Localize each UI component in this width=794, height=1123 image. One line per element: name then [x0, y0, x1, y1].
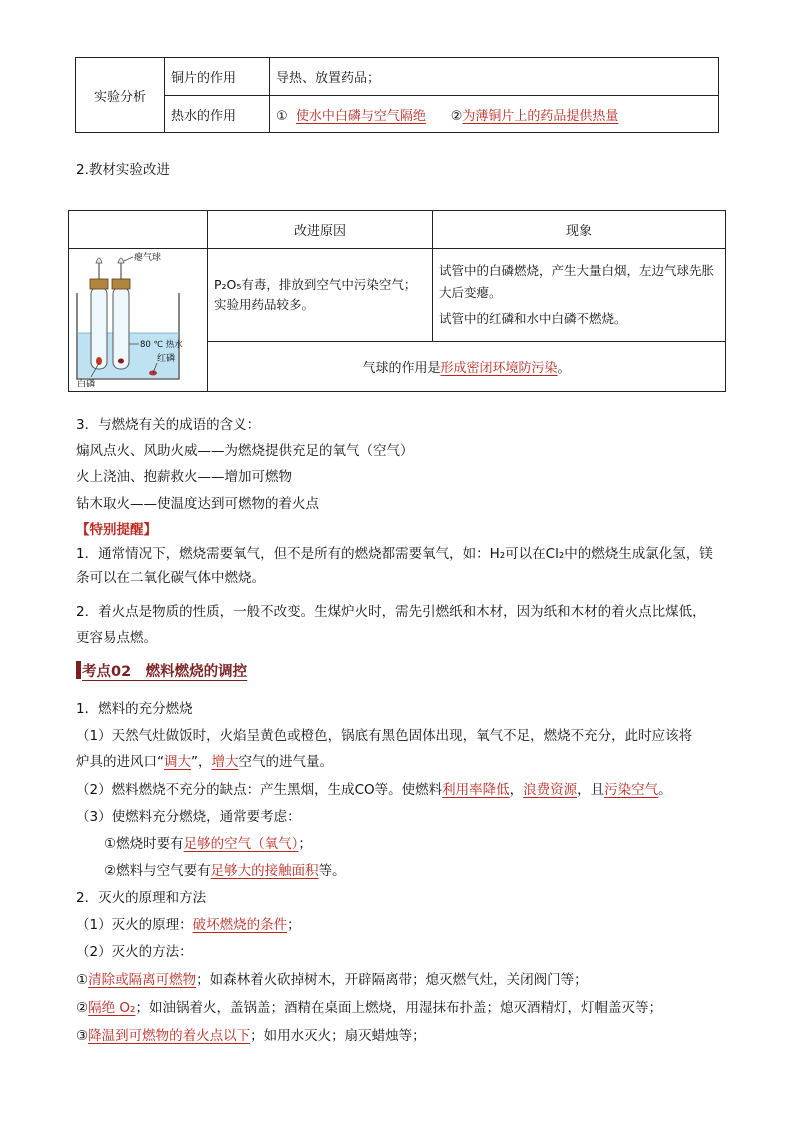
answer-text: 增大: [211, 754, 239, 770]
answer-text: 足够的空气（氧气）: [183, 836, 299, 852]
experiment-analysis-table: [75, 57, 719, 133]
fuel-paragraph: （1）天然气灶做饭时，火焰呈黄色或橙色，锅底有黑色固体出现，氧气不足，燃烧不充分，此时应该将: [76, 728, 693, 744]
text: ①燃烧时要有: [104, 836, 184, 852]
answer-text: 清除或隔离可燃物: [88, 972, 197, 988]
text: ”，: [191, 754, 212, 770]
table-row-label: 实验分析: [76, 58, 165, 133]
text: （2）燃料燃烧不充分的缺点：产生黑烟，生成CO等。使燃料: [76, 782, 443, 798]
phenomenon-text: 试管中的白磷燃烧，产生大量白烟，左边气球先胀大后变瘪。: [439, 263, 715, 301]
fire-method: [76, 968, 588, 988]
table-header: 改进原因: [208, 211, 433, 249]
reminder-title: 【特别提醒】: [76, 522, 157, 538]
table-cell-value: 导热、放置药品；: [270, 58, 719, 96]
text: ，: [509, 782, 524, 798]
improvement-reason: P₂O₅有毒，排放到空气中污染空气；实验用药品较多。: [208, 249, 433, 342]
text: ；: [298, 836, 312, 852]
balloon-role-answer: 形成密闭环境防污染: [440, 361, 558, 377]
apparatus-figure: [69, 249, 208, 392]
reminder-paragraph: 更容易点燃。: [76, 630, 157, 646]
fire-title: 2．灭火的原理和方法: [76, 890, 207, 906]
text: ②燃料与空气要有: [104, 863, 211, 879]
balloon-role-prefix: 气球的作用是: [362, 361, 441, 377]
answer-text: 污染空气: [604, 782, 659, 798]
text: ，且: [577, 782, 605, 798]
fire-paragraph: [76, 913, 301, 933]
text: ；如油锅着火，盖锅盖；酒精在桌面上燃烧，用湿抹布扑盖；熄灭酒精灯，灯帽盖灭等；: [135, 1000, 662, 1016]
heading-text: 考点02 燃料燃烧的调控: [82, 664, 248, 680]
idiom-line: 火上浇油、抱薪救火——增加可燃物: [76, 469, 292, 485]
idiom-line: 钻木取火——使温度达到可燃物的着火点: [76, 496, 319, 512]
answer-text: 调大: [164, 754, 191, 770]
reminder-paragraph: 2．着火点是物质的性质，一般不改变。生煤炉火时，需先引燃纸和木材，因为纸和木材的着火点比煤低，: [76, 604, 706, 620]
label-red-phosphorus: 红磷: [157, 354, 176, 364]
table-header: 现象: [433, 211, 726, 249]
phenomenon-text: 试管中的红磷和水中白磷不燃烧。: [439, 311, 627, 327]
fuel-paragraph: [76, 778, 672, 798]
section-title: 2.教材实验改进: [76, 162, 170, 178]
text: 空气的进气量。: [238, 754, 333, 770]
text: ；如用水灭火；扇灭蜡烛等；: [250, 1028, 426, 1044]
answer-text: 足够大的接触面积: [210, 863, 319, 879]
fuel-paragraph: [76, 750, 333, 770]
fuel-point: [104, 859, 346, 879]
answer-text: 隔绝 O₂: [88, 1000, 136, 1016]
fire-method: [76, 996, 662, 1016]
answer-text: 利用率降低: [442, 782, 510, 798]
method-number: ②: [76, 1000, 89, 1016]
method-number: ③: [76, 1028, 89, 1044]
fire-paragraph: （2）灭火的方法：: [76, 944, 193, 960]
text: 等。: [318, 863, 346, 879]
label-hot-water: 80 ℃ 热水: [140, 340, 183, 350]
balloon-role-suffix: 。: [557, 361, 571, 377]
text: 炉具的进风口“: [76, 754, 164, 770]
balloon-role: [208, 342, 726, 392]
label-white-phosphorus: 白磷: [77, 380, 96, 387]
apparatus-diagram: [69, 249, 207, 387]
phenomenon-cell: [433, 249, 726, 342]
text: ；: [287, 917, 301, 933]
answer-text: 为薄铜片上的药品提供热量: [462, 108, 619, 124]
text: ；如森林着火砍掉树木，开辟隔离带；熄灭燃气灶，关闭阀门等；: [196, 972, 588, 988]
fuel-paragraph: （3）使燃料充分燃烧，通常要考虑：: [76, 809, 301, 825]
answer-text: 使水中白磷与空气隔绝: [295, 108, 426, 124]
heading-bar: [76, 661, 81, 679]
text: 。: [658, 782, 672, 798]
table-header-empty: [69, 211, 208, 249]
answer-text: 浪费资源: [523, 782, 578, 798]
idioms-title: 3．与燃烧有关的成语的含义：: [76, 417, 261, 433]
text: （1）灭火的原理：: [76, 917, 193, 933]
fire-method: [76, 1024, 426, 1044]
reminder-paragraph: 1．通常情况下，燃烧需要氧气，但不是所有的燃烧都需要氧气，如：H₂可以在Cl₂中的燃烧生成氯化氢，镁条可以在二氧化碳气体中燃烧。: [76, 546, 713, 586]
idiom-line: 煽风点火、风助火威——为燃烧提供充足的氧气（空气）: [76, 443, 414, 459]
improvement-table: [68, 210, 726, 392]
fuel-title: 1．燃料的充分燃烧: [76, 701, 193, 717]
table-cell-key: 铜片的作用: [165, 58, 270, 96]
table-cell-key: 热水的作用: [165, 96, 270, 133]
answer-number: ①: [276, 108, 288, 124]
method-number: ①: [76, 972, 89, 988]
answer-text: 破坏燃烧的条件: [192, 917, 288, 933]
table-cell-value: [270, 96, 719, 133]
answer-number: ②: [450, 108, 463, 124]
label-balloon: 瘪气球: [134, 253, 162, 263]
answer-text: 降温到可燃物的着火点以下: [88, 1028, 251, 1044]
fuel-point: [104, 832, 312, 852]
